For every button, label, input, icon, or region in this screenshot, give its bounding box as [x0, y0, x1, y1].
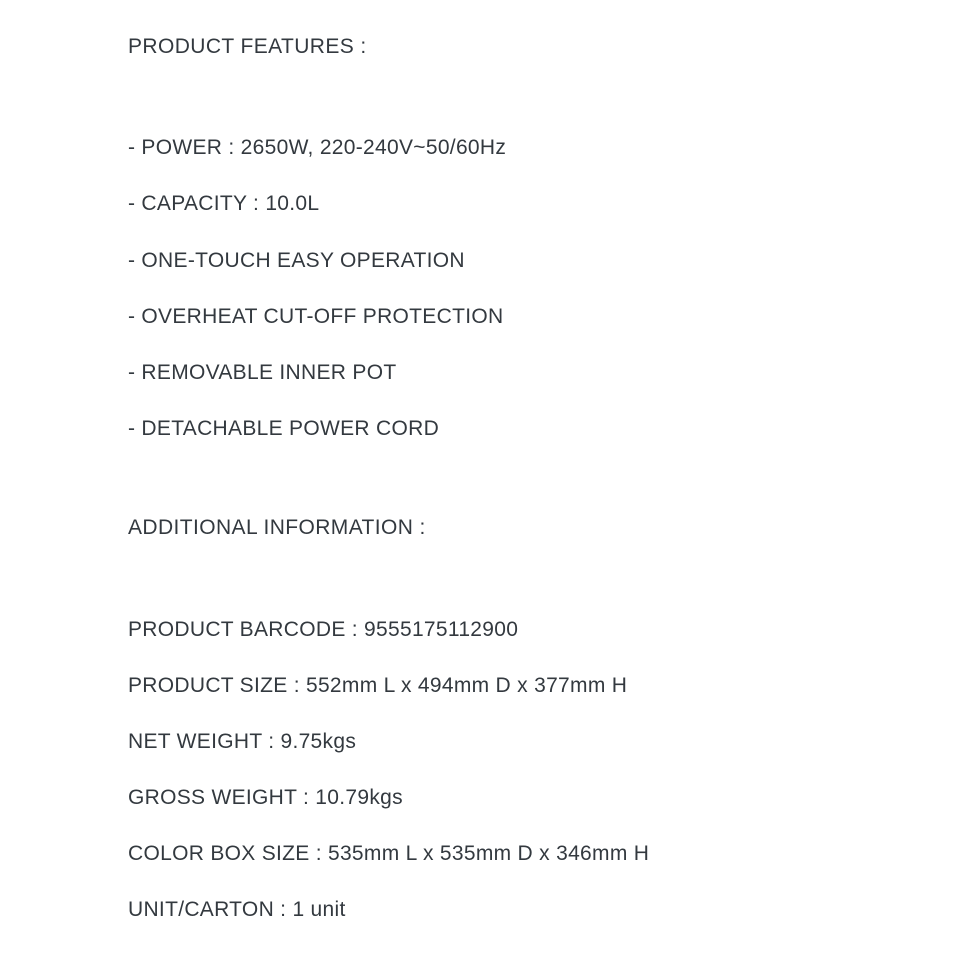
info-spacer — [128, 642, 940, 673]
feature-spacer — [128, 329, 940, 360]
product-features-list — [128, 135, 940, 441]
feature-item: - POWER : 2650W, 220-240V~50/60Hz — [128, 136, 507, 160]
heading-spacer — [128, 59, 940, 135]
info-item: NET WEIGHT : 9.75kgs — [128, 729, 357, 753]
additional-information-list — [128, 617, 940, 923]
additional-heading-spacer — [128, 541, 940, 617]
info-spacer — [128, 810, 940, 841]
info-item: PRODUCT BARCODE : 9555175112900 — [128, 617, 519, 641]
info-spacer — [128, 754, 940, 785]
info-item: UNIT/CARTON : 1 unit — [128, 898, 346, 922]
info-item: COLOR BOX SIZE : 535mm L x 535mm D x 346mm H — [128, 842, 650, 866]
additional-information-heading: ADDITIONAL INFORMATION : — [128, 516, 426, 540]
feature-spacer — [128, 160, 940, 191]
feature-item: - OVERHEAT CUT-OFF PROTECTION — [128, 304, 504, 328]
info-spacer — [128, 698, 940, 729]
info-spacer — [128, 866, 940, 897]
product-features-heading: PRODUCT FEATURES : — [128, 35, 367, 58]
feature-spacer — [128, 273, 940, 304]
feature-item: - ONE-TOUCH EASY OPERATION — [128, 248, 465, 272]
feature-spacer — [128, 217, 940, 248]
info-item: PRODUCT SIZE : 552mm L x 494mm D x 377mm H — [128, 673, 628, 697]
info-item: GROSS WEIGHT : 10.79kgs — [128, 786, 403, 810]
feature-spacer — [128, 385, 940, 416]
feature-item: - REMOVABLE INNER POT — [128, 360, 397, 384]
section-gap — [128, 441, 940, 515]
feature-item: - CAPACITY : 10.0L — [128, 192, 320, 216]
feature-item: - DETACHABLE POWER CORD — [128, 417, 440, 441]
